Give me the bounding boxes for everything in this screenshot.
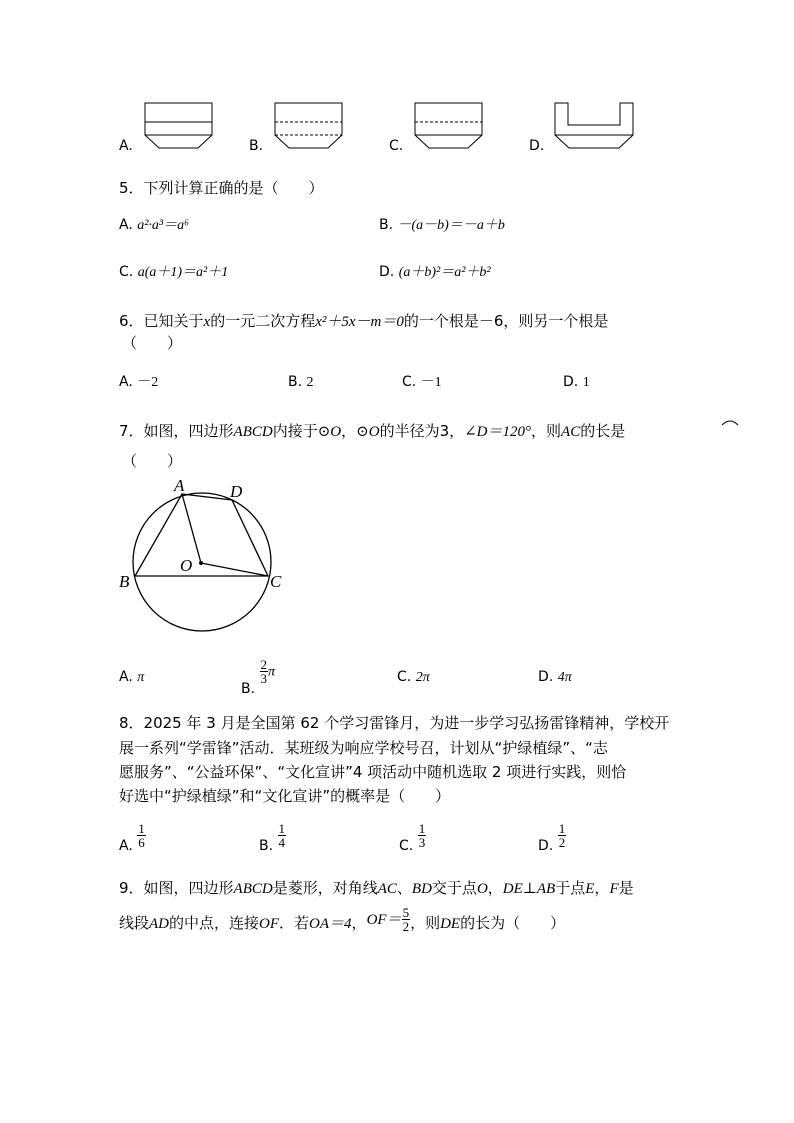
q5-option-b <box>379 216 505 235</box>
q4-option-d-label: D. <box>529 138 545 154</box>
q8-line1: 8．2025 年 3 月是全国第 62 个学习雷锋月，为进一步学习弘扬雷锋精神，学校开 <box>119 714 670 732</box>
q9-line2 <box>119 905 566 937</box>
q7-option-d-value: 4π <box>557 670 572 685</box>
q5-option-c-label: C. <box>119 264 134 280</box>
q5-option-a-expr: a²·a³＝a⁶ <box>137 218 189 233</box>
q7-option-c <box>397 668 430 687</box>
q9-l1-perp: DE⊥AB <box>502 881 556 897</box>
q6-option-c-label: C. <box>402 374 417 390</box>
q8-option-a-fraction <box>137 822 146 849</box>
q7-option-d <box>538 668 572 687</box>
q4-figure-d <box>550 100 640 152</box>
q9-l2-ad: AD <box>149 916 170 932</box>
q7-option-d-label: D. <box>538 669 554 685</box>
q9-l1-quad: ABCD <box>233 881 273 897</box>
label-a: A <box>174 476 185 495</box>
q9-l2-b: 的中点，连接 <box>169 914 260 932</box>
q6-stem <box>119 311 608 332</box>
label-c: C <box>270 572 282 591</box>
q8-option-c-fraction <box>418 822 427 849</box>
q6-option-b-value: 2 <box>306 375 314 390</box>
q5-option-a-label: A. <box>119 217 133 233</box>
q8-option-b-den: 4 <box>278 835 286 850</box>
q7-option-c-value: 2π <box>415 670 430 685</box>
q9-l1-c: 、 <box>396 879 412 897</box>
q5-option-d-expr: (a＋b)²＝a²＋b² <box>398 265 491 280</box>
q6-equation: x²＋5x－m＝0 <box>315 314 404 330</box>
q7-option-a-value: π <box>137 670 145 685</box>
center-dot <box>199 561 203 565</box>
q6-option-a-label: A. <box>119 374 133 390</box>
q8-line3: 愿服务”、“公益环保”、“文化宣讲”4 项活动中随机选取 2 项进行实践，则恰 <box>119 763 627 781</box>
q5-option-b-expr: －(a－b)＝－a＋b <box>397 218 505 233</box>
q5-stem: 5．下列计算正确的是（ ） <box>119 179 324 197</box>
q8-option-b <box>259 821 286 854</box>
q7-stem <box>119 421 625 442</box>
q7-option-a-label: A. <box>119 669 133 685</box>
q9-l2-de: DE <box>440 916 461 932</box>
q7-circle: ⊙O <box>317 424 342 440</box>
q9-l2-d: ， <box>351 914 367 932</box>
q7-option-b-num: 2 <box>260 657 268 672</box>
q8-option-d-den: 2 <box>558 835 566 850</box>
q8-line4: 好选中“护绿植绿”和“文化宣讲”的概率是（ ） <box>119 787 451 805</box>
q6-option-c-value: －1 <box>420 375 442 390</box>
q7-angle: ∠D＝120° <box>464 424 532 440</box>
q9-l2-a: 线段 <box>119 914 150 932</box>
q6-option-d-label: D. <box>563 374 579 390</box>
q6-option-d-value: 1 <box>582 375 590 390</box>
label-o: O <box>180 556 193 575</box>
q6-stem-a: 6．已知关于 <box>119 312 204 330</box>
q4-option-b-label: B. <box>249 138 264 154</box>
q8-option-d-label: D. <box>538 837 554 854</box>
q9-l1-a: 9．如图，四边形 <box>119 879 234 897</box>
q8-option-a-num: 1 <box>138 821 145 836</box>
q8-option-a <box>119 821 146 854</box>
q9-l2-of: OF <box>259 916 280 932</box>
q9-l2-c: ．若 <box>279 914 310 932</box>
q8-option-b-num: 1 <box>278 821 286 836</box>
q7-option-b-label: B. <box>241 680 256 697</box>
q7-quad: ABCD <box>233 424 273 440</box>
q6-option-b <box>288 373 314 392</box>
q7-circle2: ⊙O <box>356 424 380 440</box>
q5-option-c-expr: a(a＋1)＝a²＋1 <box>137 265 229 280</box>
q4-figure-b <box>270 100 350 152</box>
q7-option-b <box>241 657 276 697</box>
q8-option-a-den: 6 <box>138 835 145 850</box>
q7-stem-d: 的半径为3， <box>379 422 465 440</box>
q4-option-a-label: A. <box>119 138 133 154</box>
q9-l2-fraction <box>402 906 411 933</box>
q6-option-b-label: B. <box>288 374 303 390</box>
q6-option-a-value: －2 <box>137 375 159 390</box>
q6-option-c <box>402 373 442 392</box>
q4-figure-a <box>140 100 220 152</box>
label-b: B <box>119 572 130 591</box>
q9-l2-e: ，则 <box>410 914 441 932</box>
q4-option-c-label: C. <box>389 138 404 154</box>
q9-l1-f: 于点 <box>555 879 586 897</box>
q9-l1-f2: F <box>609 881 619 897</box>
q7-stem-a: 7．如图，四边形 <box>119 422 234 440</box>
q7-option-b-den: 3 <box>260 671 268 686</box>
q7-figure-circle <box>115 475 300 635</box>
q8-option-b-label: B. <box>259 837 274 854</box>
q6-option-d <box>563 373 590 392</box>
q7-arc: AC <box>561 424 581 440</box>
q5-option-b-label: B. <box>379 217 394 233</box>
label-d: D <box>230 482 243 501</box>
q4-figure-c <box>410 100 490 152</box>
q9-l2-f: 的长为（ ） <box>460 914 566 932</box>
q7-option-b-suffix: π <box>268 664 276 680</box>
q5-option-a <box>119 216 189 235</box>
q9-l1-o: O <box>476 881 488 897</box>
q7-paren: （ ） <box>122 452 183 470</box>
q7-option-b-fraction <box>260 658 269 685</box>
q9-l2-oa: OA＝4 <box>309 916 352 932</box>
arc-mark-icon <box>720 418 740 426</box>
q7-stem-c: ， <box>341 422 357 440</box>
q8-option-c-num: 1 <box>418 821 426 836</box>
q7-stem-e: ，则 <box>531 422 562 440</box>
q9-l1-d: 交于点 <box>431 879 477 897</box>
q8-option-b-fraction <box>278 822 287 849</box>
q9-line1 <box>119 878 634 899</box>
q9-l1-g: ， <box>594 879 610 897</box>
q9-l2-den: 2 <box>402 919 410 934</box>
q8-option-d-num: 1 <box>558 821 566 836</box>
q5-option-c <box>119 263 228 282</box>
q7-option-c-label: C. <box>397 669 412 685</box>
q6-stem-b: 的一元二次方程 <box>210 312 316 330</box>
q9-l1-bd: BD <box>411 881 432 897</box>
q8-option-d <box>538 821 566 854</box>
q8-option-a-label: A. <box>119 837 133 854</box>
q9-l1-e: ， <box>487 879 503 897</box>
q9-l2-of2: OF＝ <box>366 912 402 928</box>
q6-paren: （ ） <box>122 334 183 352</box>
q9-l1-h: 是 <box>618 879 634 897</box>
q8-option-c-den: 3 <box>418 835 426 850</box>
q9-l1-b: 是菱形，对角线 <box>272 879 378 897</box>
q7-option-a <box>119 668 144 687</box>
q5-option-d <box>379 263 491 282</box>
q9-l1-ac: AC <box>377 881 397 897</box>
q9-l1-e2: E <box>585 881 595 897</box>
q9-l2-num: 5 <box>402 905 410 920</box>
q5-option-d-label: D. <box>379 264 395 280</box>
segment-oc <box>201 563 268 576</box>
segment-ao <box>182 494 201 563</box>
q7-stem-f: 的长是 <box>580 422 626 440</box>
q6-option-a <box>119 373 158 392</box>
q8-option-d-fraction <box>558 822 567 849</box>
q6-stem-c: 的一个根是－6，则另一个根是 <box>403 312 609 330</box>
q6-var-x: x <box>203 314 211 330</box>
q8-option-c-label: C. <box>399 837 414 854</box>
q7-stem-b: 内接于 <box>272 422 318 440</box>
q8-line2: 展一系列“学雷锋”活动．某班级为响应学校号召，计划从“护绿植绿”、“志 <box>119 739 608 757</box>
q8-option-c <box>399 821 426 854</box>
